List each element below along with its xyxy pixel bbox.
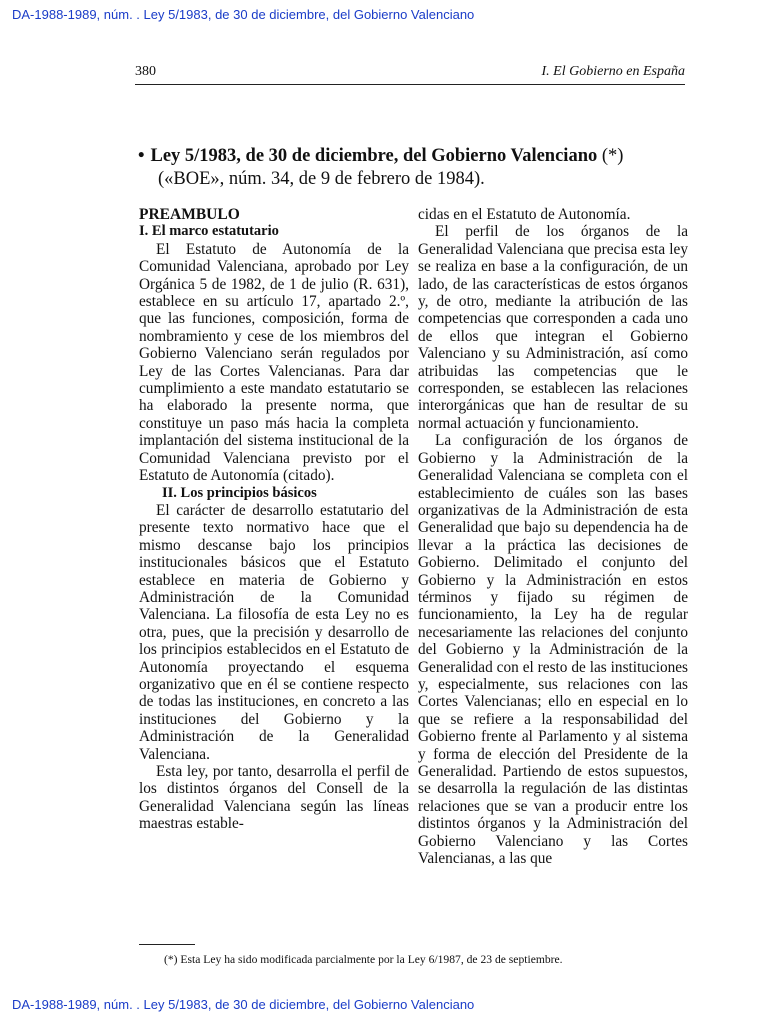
law-title-main: Ley 5/1983, de 30 de diciembre, del Gobierno Valenciano <box>150 146 598 166</box>
running-head <box>135 64 685 82</box>
paragraph: El Estatuto de Autonomía de la Comunidad Valenciana, aprobado por Ley Orgánica 5 de 1982, de 1 de julio (R. 631), establece en su artículo 17, apartado 2.º, que las funciones, composición, forma de nombramiento y cese de los miembros del Gobierno Valenciano serán regulados por Ley de las Cortes Valencianas. Para dar cumplimiento a este mandato estatutario se ha elaborado la presente norma, que constituye un paso más hacia la completa implantación del sistema institucional de la Comunidad Valenciana previsto por el Estatuto de Autonomía (citado). <box>139 240 409 485</box>
page-number: 380 <box>135 64 156 79</box>
right-column <box>418 206 688 867</box>
watermark-top: DA-1988-1989, núm. . Ley 5/1983, de 30 de diciembre, del Gobierno Valenciano <box>12 7 475 22</box>
paragraph: El carácter de desarrollo estatutario del presente texto normativo hace que el mismo descanse bajo los principios institucionales básicos que el Estatuto establece en materia de Gobierno y Administración de la Comunidad Valenciana. La filosofía de esta Ley no es otra, pues, que la precisión y desarrollo de los principios establecidos en el Estatuto de Autonomía proyectando el esquema organizativo que en él se contiene respecto de todas las instituciones, en concreto a las instituciones del Gobierno y la Administración de la Generalidad Valenciana. <box>139 501 409 763</box>
left-column <box>139 206 409 833</box>
section-title: I. El Gobierno en España <box>541 64 685 79</box>
paragraph: cidas en el Estatuto de Autonomía. <box>418 206 631 223</box>
header-rule <box>135 84 685 85</box>
footnote-rule <box>139 944 195 945</box>
paragraph: Esta ley, por tanto, desarrolla el perfil de los distintos órganos del Consell de la Generalidad Valenciana según las líneas maestras estable- <box>139 763 409 833</box>
footnote: (*) Esta Ley ha sido modificada parcialmente por la Ley 6/1987, de 23 de septiembre. <box>164 953 563 966</box>
law-title <box>138 145 688 191</box>
section-2-heading: II. Los principios básicos <box>162 484 317 501</box>
title-asterisk: (*) <box>597 146 624 166</box>
law-title-source: («BOE», núm. 34, de 9 de febrero de 1984). <box>158 169 485 189</box>
bullet-icon: • <box>138 146 145 166</box>
section-1-heading: I. El marco estatutario <box>139 223 279 240</box>
paragraph: La configuración de los órganos de Gobierno y la Administración de la Generalidad Valenciana se completa con el establecimiento de cuáles son las bases organizativas de la Administración de esta Generalidad que bajo su dependencia ha de llevar a la práctica las decisiones de Gobierno. Delimitado el conjunto del Gobierno y la Administración en estos términos y fijado su régimen de funcionamiento, la Ley ha de regular necesariamente las relaciones del conjunto del Gobierno y la Administración de la Generalidad con el resto de las instituciones y, especialmente, sus relaciones con las Cortes Valencianas; ello en especial en lo que se refiere a la responsabilidad del Gobierno frente al Parlamento y al sistema y forma de elección del Presidente de la Generalidad. Partiendo de estos supuestos, se desarrolla la regulación de las distintas relaciones que se van a producir entre los distintos órganos y la Administración del Gobierno Valenciano y las Cortes Valencianas, a las que <box>418 432 688 868</box>
preamble-heading: PREAMBULO <box>139 206 240 223</box>
paragraph: El perfil de los órganos de la Generalidad Valenciana que precisa esta ley se realiza en base a la configuración, de un lado, de las características de estos órganos y, de otro, mediante la atribución de las competencias que corresponden a cada uno de ellos que integran el Gobierno Valenciano y su Administración, así como atribuidas las competencias que le corresponden, se establecen las relaciones interorgánicas que han de resultar de su normal actuación y funcionamiento. <box>418 223 688 432</box>
watermark-bottom: DA-1988-1989, núm. . Ley 5/1983, de 30 de diciembre, del Gobierno Valenciano <box>12 997 475 1012</box>
